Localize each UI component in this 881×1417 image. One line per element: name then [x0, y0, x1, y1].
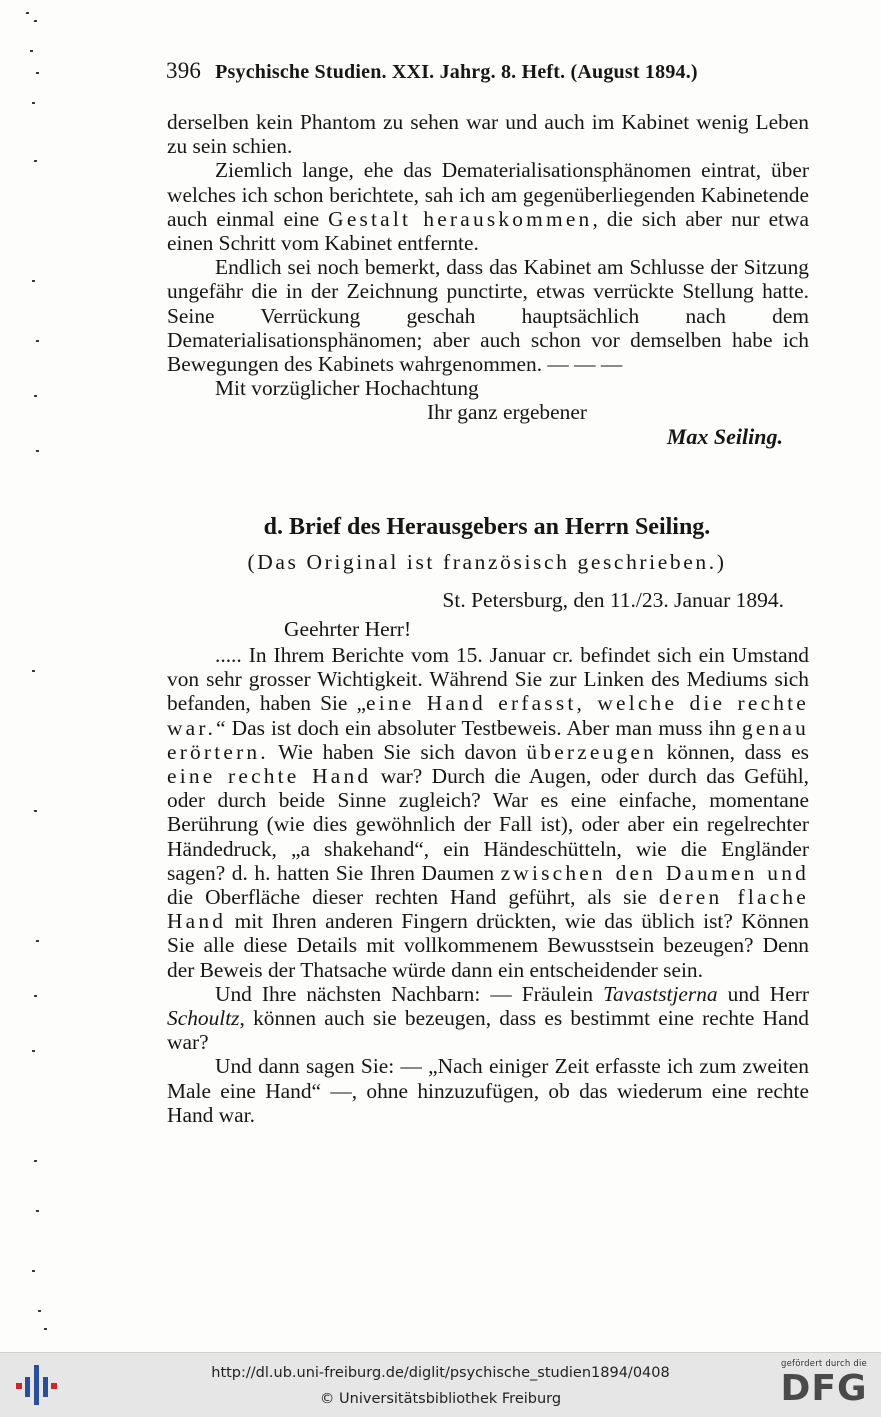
- dateline: St. Petersburg, den 11./23. Januar 1894.: [442, 588, 784, 612]
- person-name: Schoultz: [167, 1006, 240, 1031]
- text-run: Und Ihre nächsten Nachbarn: — Fräulein: [215, 981, 604, 1006]
- spaced-text: zwischen den Daumen und: [500, 860, 809, 885]
- text-run: und Herr: [717, 981, 809, 1006]
- paragraph: derselben kein Phantom zu sehen war und auch im Kabinet wenig Leben zu sein schien.: [167, 110, 809, 159]
- running-title: Psychische Studien. XXI. Jahrg. 8. Heft. (August 1894.): [215, 61, 698, 83]
- section-heading: d. Brief des Herausgebers an Herrn Seiling.: [263, 514, 711, 540]
- closing-line: Mit vorzüglicher Hochachtung: [215, 376, 479, 401]
- text-run: , die sich aber nur etwa einen Schritt vom Kabinet entfernte.: [167, 206, 809, 256]
- spaced-text: Gestalt herauskommen: [328, 206, 593, 231]
- text-run: ..... In Ihrem Berichte vom 15. Januar cr. befindet sich ein Umstand von sehr grosser Wichtigkeit. Während Sie zur Linken des Mediums sich befanden, haben Sie „: [167, 643, 809, 716]
- running-head: [166, 58, 786, 84]
- spaced-text: genau erörtern.: [167, 715, 809, 764]
- text-run: , können auch sie bezeugen, dass es bestimmt eine rechte Hand war?: [167, 1006, 809, 1055]
- text-run: Wie haben Sie sich davon: [268, 739, 527, 764]
- text-run: Ziemlich lange, ehe das Dematerialisationsphänomen eintrat, über welches ich schon berichtete, sah ich am gegenüberliegenden Kabinetende auch einmal eine: [167, 158, 809, 231]
- text-run: die Oberfläche dieser rechten Hand geführt, als sie: [167, 885, 659, 910]
- source-url-link[interactable]: http://dl.ub.uni-freiburg.de/diglit/psychische_studien1894/0408: [211, 1365, 670, 1381]
- text-run: “ Das ist doch ein absoluter Testbeweis. Aber man muss ihn: [216, 715, 742, 740]
- text-run: können, dass es: [656, 739, 809, 764]
- paragraph: [167, 982, 809, 1055]
- spaced-text: deren flache Hand: [167, 885, 810, 934]
- signature: Max Seiling.: [666, 423, 783, 449]
- margin-marks: [22, 10, 52, 1340]
- spaced-text: überzeugen: [526, 739, 657, 764]
- page-number: 396: [166, 58, 202, 83]
- paragraph: Und dann sagen Sie: — „Nach einiger Zeit erfasste ich zum zweiten Male eine Hand“ —, ohne hinzuzufügen, ob das wiederum eine rechte Hand war.: [167, 1054, 809, 1127]
- letter-editor-body: [167, 643, 809, 1127]
- paragraph: Endlich sei noch bemerkt, dass das Kabinet am Schlusse der Sitzung ungefähr die in der Zeichnung punctirte, etwas verrückte Stellung hatte. Seine Verrückung geschah hauptsächlich nach dem Dematerialisationsphänomen; aber auch schon vor demselben habe ich Bewegungen des Kabinets wahrgenommen. — — —: [167, 255, 809, 377]
- paragraph: [167, 643, 809, 982]
- text-run: mit Ihren anderen Fingern drückten, wie das üblich ist? Können Sie alle diese Details mit vollkommenem Bewusstsein bezeugen? Denn der Beweis der Thatsache würde dann ein entscheidender sein.: [167, 909, 809, 982]
- closing-line-2: Ihr ganz ergebener: [427, 400, 587, 425]
- dfg-logo-icon: [776, 1359, 872, 1413]
- copyright-notice: © Universitätsbibliothek Freiburg: [319, 1391, 562, 1407]
- letter-seiling-ending: [167, 110, 809, 449]
- spaced-text: eine rechte Hand: [167, 764, 372, 789]
- paragraph: [167, 158, 809, 255]
- section-subheading: (Das Original ist französisch geschrieben.): [247, 550, 727, 574]
- spaced-text: eine Hand erfasst, welche die rechte war.: [167, 691, 809, 740]
- dfg-caption: gefördert durch die: [781, 1359, 867, 1369]
- person-name: Tavaststjerna: [603, 981, 718, 1006]
- salutation: Geehrter Herr!: [284, 617, 412, 641]
- dfg-logo-text: DFG: [780, 1368, 868, 1409]
- viewer-footer: [0, 1352, 881, 1417]
- text-run: war? Durch die Augen, oder durch das Gefühl, oder durch beide Sinne zugleich? War es eine einfache, momentane Berührung (wie dies gewöhnlich der Fall ist), oder aber ein regelrechter Händedruck, „a shakehand“, ein Händeschütteln, wie die Engländer sagen? d. h. hatten Sie Ihren Daumen: [167, 764, 809, 885]
